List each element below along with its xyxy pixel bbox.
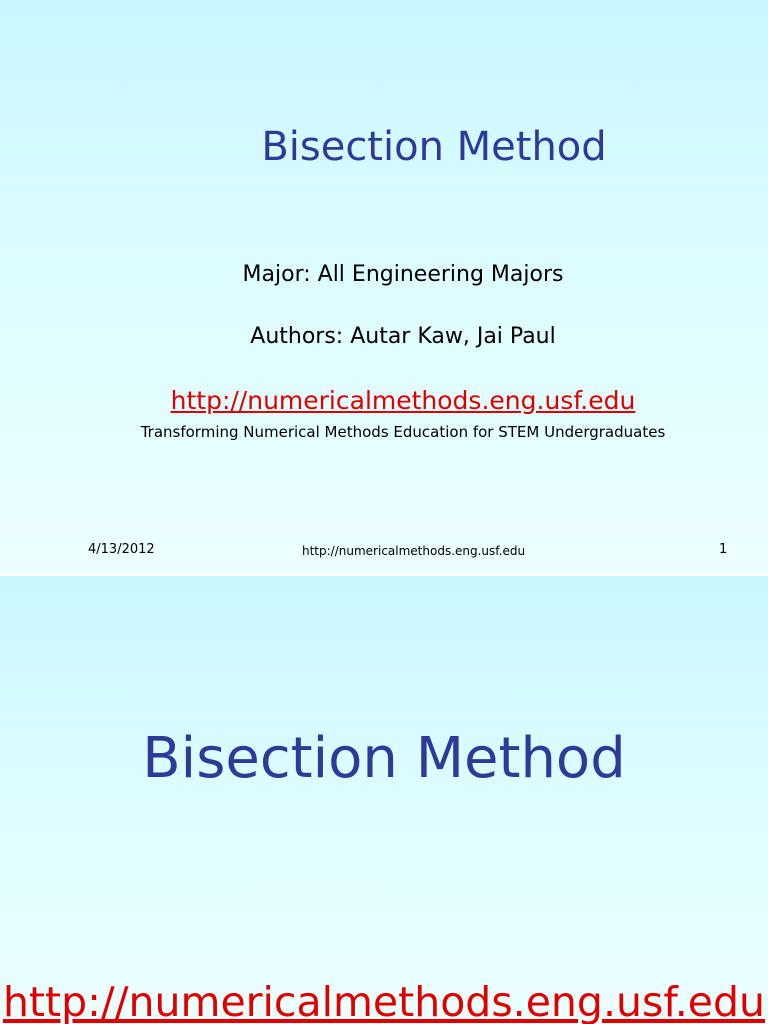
footer-date: 4/13/2012 [88, 542, 155, 557]
major-text: Major: All Engineering Majors [242, 262, 564, 287]
website-link[interactable]: http://numericalmethods.eng.usf.edu [2, 978, 766, 1024]
tagline-text: Transforming Numerical Methods Education for STEM Undergraduates [140, 423, 666, 441]
authors-text: Authors: Autar Kaw, Jai Paul [250, 324, 556, 349]
footer-url: http://numericalmethods.eng.usf.edu [302, 544, 526, 558]
slide-title: Bisection Method [261, 124, 607, 170]
website-link[interactable]: http://numericalmethods.eng.usf.edu [170, 386, 636, 415]
footer-page-number: 1 [719, 542, 728, 557]
slide-title: Bisection Method [142, 726, 626, 791]
slide-2 [0, 576, 768, 1024]
